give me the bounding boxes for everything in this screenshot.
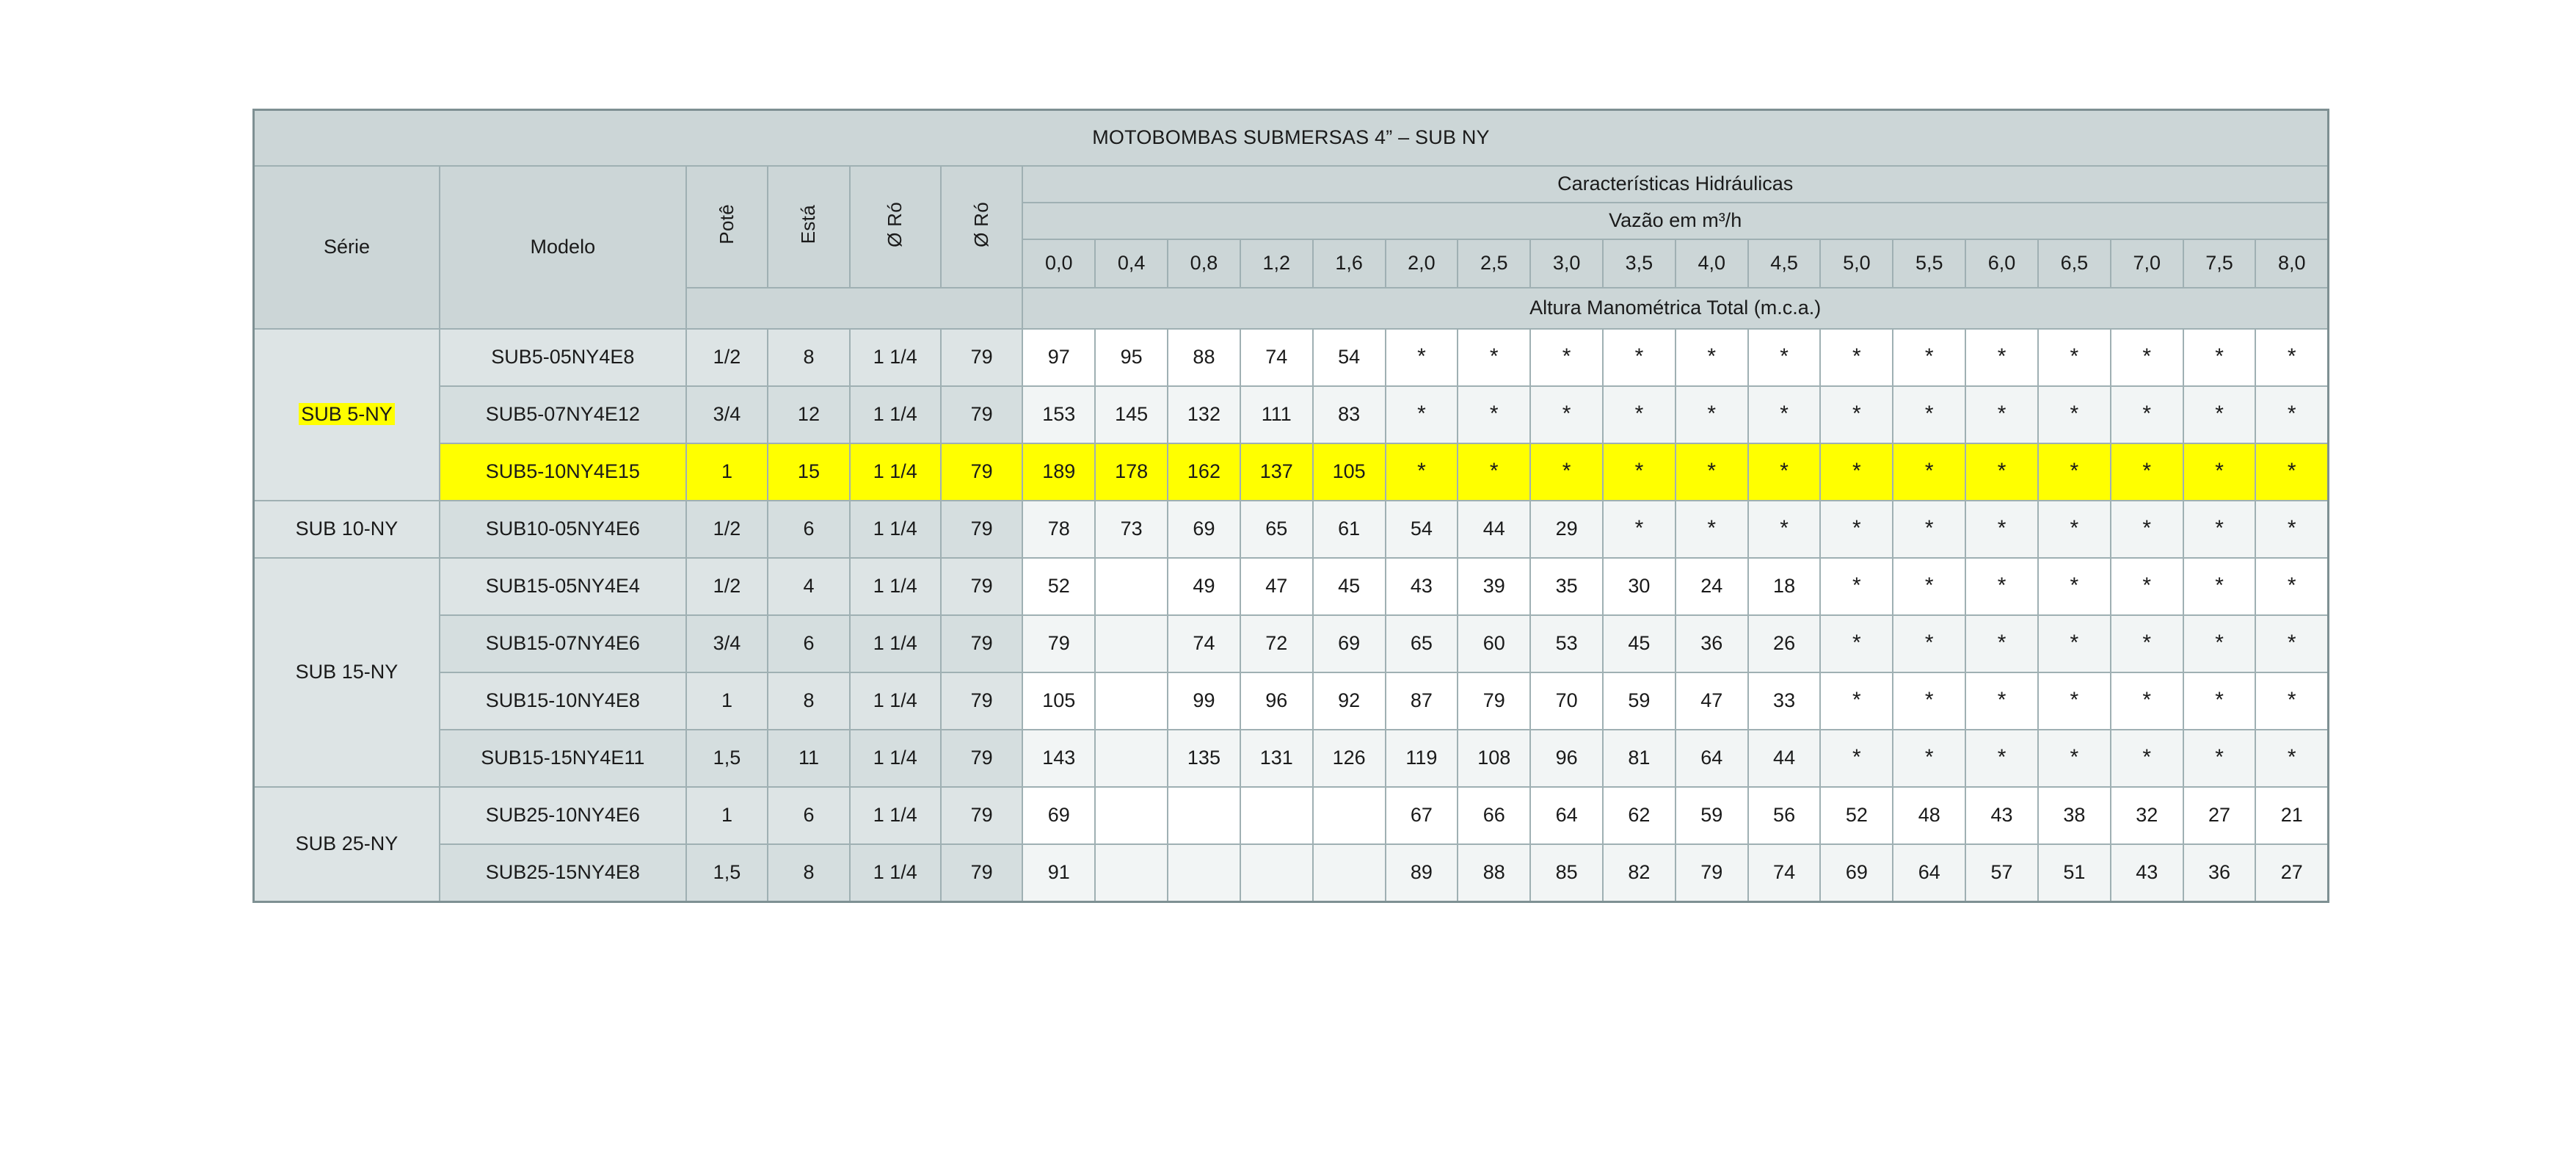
head-value-cell: *: [1965, 386, 2038, 443]
head-value-cell: *: [1965, 558, 2038, 615]
header-spec-spacer: [686, 288, 1023, 329]
potencia-cell: 3/4: [686, 386, 768, 443]
potencia-cell: 3/4: [686, 615, 768, 672]
head-value-cell: *: [1603, 443, 1676, 501]
header-rosca-saida-label: Ø Ró: [883, 201, 906, 247]
head-value-cell: *: [1386, 329, 1458, 386]
head-value-cell: *: [2255, 443, 2328, 501]
head-value-cell: 162: [1168, 443, 1240, 501]
head-value-cell: 126: [1313, 730, 1386, 787]
head-value-cell: *: [1676, 386, 1748, 443]
head-value-cell: *: [2038, 615, 2111, 672]
head-value-cell: 44: [1458, 501, 1530, 558]
head-value-cell: 143: [1022, 730, 1095, 787]
head-value-cell: 69: [1168, 501, 1240, 558]
head-value-cell: 18: [1748, 558, 1821, 615]
head-value-cell: 61: [1313, 501, 1386, 558]
head-value-cell: 51: [2038, 844, 2111, 902]
head-value-cell: *: [1965, 615, 2038, 672]
rosca-diametro-cell: 79: [941, 329, 1023, 386]
rosca-saida-cell: 1 1/4: [850, 386, 941, 443]
head-value-cell: 88: [1458, 844, 1530, 902]
header-potencia: [686, 166, 768, 288]
head-value-cell: [1240, 844, 1313, 902]
rosca-diametro-cell: 79: [941, 501, 1023, 558]
table-row: [254, 844, 2329, 902]
rosca-saida-cell: 1 1/4: [850, 787, 941, 844]
head-value-cell: *: [1820, 443, 1893, 501]
modelo-cell: SUB5-07NY4E12: [440, 386, 686, 443]
table-row: [254, 787, 2329, 844]
header-row-hydraulic: [254, 166, 2329, 203]
pump-specification-table: [252, 109, 2329, 903]
head-value-cell: *: [2111, 386, 2183, 443]
head-value-cell: *: [1820, 386, 1893, 443]
head-value-cell: *: [2255, 501, 2328, 558]
head-value-cell: *: [1676, 329, 1748, 386]
head-value-cell: *: [1386, 443, 1458, 501]
head-value-cell: 70: [1530, 672, 1603, 730]
head-value-cell: 67: [1386, 787, 1458, 844]
head-value-cell: 99: [1168, 672, 1240, 730]
table-row: [254, 329, 2329, 386]
head-value-cell: *: [1965, 501, 2038, 558]
potencia-cell: 1: [686, 443, 768, 501]
head-value-cell: [1313, 844, 1386, 902]
head-value-cell: *: [1893, 615, 1965, 672]
header-serie: Série: [254, 166, 440, 329]
head-value-cell: 59: [1676, 787, 1748, 844]
head-value-cell: *: [2111, 558, 2183, 615]
head-value-cell: 66: [1458, 787, 1530, 844]
potencia-cell: 1,5: [686, 844, 768, 902]
header-estagios: [768, 166, 850, 288]
head-value-cell: 45: [1603, 615, 1676, 672]
head-value-cell: 30: [1603, 558, 1676, 615]
head-value-cell: 105: [1313, 443, 1386, 501]
head-value-cell: *: [1458, 329, 1530, 386]
head-value-cell: 47: [1676, 672, 1748, 730]
head-value-cell: [1095, 615, 1168, 672]
head-value-cell: 105: [1022, 672, 1095, 730]
potencia-cell: 1/2: [686, 329, 768, 386]
head-value-cell: *: [2111, 501, 2183, 558]
head-value-cell: 82: [1603, 844, 1676, 902]
serie-cell: [254, 558, 440, 787]
potencia-cell: 1/2: [686, 501, 768, 558]
estagios-cell: 15: [768, 443, 850, 501]
rosca-saida-cell: 1 1/4: [850, 672, 941, 730]
head-value-cell: *: [2255, 672, 2328, 730]
head-value-cell: *: [1965, 672, 2038, 730]
header-rosca-diametro-label: Ø Ró: [969, 201, 992, 247]
head-value-cell: 79: [1022, 615, 1095, 672]
estagios-cell: 8: [768, 329, 850, 386]
modelo-cell: SUB25-10NY4E6: [440, 787, 686, 844]
head-value-cell: *: [1893, 443, 1965, 501]
head-value-cell: *: [1530, 443, 1603, 501]
flow-col-6: 2,5: [1458, 239, 1530, 288]
head-value-cell: *: [1893, 558, 1965, 615]
rosca-diametro-cell: 79: [941, 844, 1023, 902]
serie-label: SUB 5-NY: [299, 403, 395, 425]
head-value-cell: 96: [1530, 730, 1603, 787]
flow-col-0: 0,0: [1022, 239, 1095, 288]
head-value-cell: *: [2183, 501, 2256, 558]
head-value-cell: 53: [1530, 615, 1603, 672]
head-value-cell: 54: [1313, 329, 1386, 386]
head-value-cell: *: [2038, 672, 2111, 730]
head-value-cell: *: [1530, 329, 1603, 386]
head-value-cell: *: [2111, 615, 2183, 672]
estagios-cell: 6: [768, 501, 850, 558]
table-title: MOTOBOMBAS SUBMERSAS 4” – SUB NY: [254, 110, 2329, 167]
head-value-cell: *: [1965, 443, 2038, 501]
head-value-cell: [1313, 787, 1386, 844]
head-value-cell: 43: [2111, 844, 2183, 902]
potencia-cell: 1/2: [686, 558, 768, 615]
head-value-cell: *: [1530, 386, 1603, 443]
head-value-cell: *: [2038, 730, 2111, 787]
header-modelo: Modelo: [440, 166, 686, 329]
head-value-cell: *: [1820, 501, 1893, 558]
estagios-cell: 6: [768, 787, 850, 844]
head-value-cell: 36: [2183, 844, 2256, 902]
head-value-cell: *: [2111, 443, 2183, 501]
head-value-cell: 32: [2111, 787, 2183, 844]
head-value-cell: 153: [1022, 386, 1095, 443]
head-value-cell: *: [2183, 386, 2256, 443]
table-body: [254, 329, 2329, 902]
rosca-saida-cell: 1 1/4: [850, 329, 941, 386]
serie-cell: [254, 329, 440, 501]
head-value-cell: *: [1748, 329, 1821, 386]
table-title-row: [254, 110, 2329, 167]
head-value-cell: *: [1893, 386, 1965, 443]
table-row: [254, 672, 2329, 730]
flow-col-12: 5,5: [1893, 239, 1965, 288]
head-value-cell: 87: [1386, 672, 1458, 730]
rosca-saida-cell: 1 1/4: [850, 844, 941, 902]
head-value-cell: [1095, 730, 1168, 787]
modelo-cell: SUB5-05NY4E8: [440, 329, 686, 386]
potencia-cell: 1: [686, 787, 768, 844]
table-row: [254, 386, 2329, 443]
flow-col-13: 6,0: [1965, 239, 2038, 288]
flow-col-15: 7,0: [2111, 239, 2183, 288]
head-value-cell: *: [1676, 443, 1748, 501]
flow-col-2: 0,8: [1168, 239, 1240, 288]
head-value-cell: *: [1603, 329, 1676, 386]
head-value-cell: [1168, 844, 1240, 902]
estagios-cell: 8: [768, 672, 850, 730]
head-value-cell: *: [2111, 730, 2183, 787]
head-value-cell: *: [1893, 501, 1965, 558]
header-rosca-diametro: [941, 166, 1023, 288]
rosca-saida-cell: 1 1/4: [850, 558, 941, 615]
serie-cell: [254, 787, 440, 902]
head-value-cell: *: [2111, 329, 2183, 386]
head-value-cell: 83: [1313, 386, 1386, 443]
head-value-cell: 26: [1748, 615, 1821, 672]
head-value-cell: *: [2183, 558, 2256, 615]
head-value-cell: *: [1458, 386, 1530, 443]
head-value-cell: 89: [1386, 844, 1458, 902]
head-value-cell: [1095, 558, 1168, 615]
modelo-cell: SUB15-15NY4E11: [440, 730, 686, 787]
head-value-cell: [1168, 787, 1240, 844]
head-value-cell: 92: [1313, 672, 1386, 730]
head-value-cell: *: [1965, 329, 2038, 386]
rosca-saida-cell: 1 1/4: [850, 730, 941, 787]
estagios-cell: 11: [768, 730, 850, 787]
head-value-cell: 54: [1386, 501, 1458, 558]
rosca-diametro-cell: 79: [941, 672, 1023, 730]
head-value-cell: *: [2255, 329, 2328, 386]
estagios-cell: 6: [768, 615, 850, 672]
rosca-diametro-cell: 79: [941, 730, 1023, 787]
header-potencia-label: Potê: [715, 204, 738, 244]
table-row: [254, 615, 2329, 672]
head-value-cell: 91: [1022, 844, 1095, 902]
rosca-saida-cell: 1 1/4: [850, 615, 941, 672]
head-value-cell: *: [1893, 329, 1965, 386]
head-value-cell: [1095, 844, 1168, 902]
head-value-cell: 33: [1748, 672, 1821, 730]
serie-label: SUB 25-NY: [295, 832, 399, 855]
flow-col-1: 0,4: [1095, 239, 1168, 288]
estagios-cell: 4: [768, 558, 850, 615]
header-estagios-label: Está: [797, 204, 819, 244]
head-value-cell: 88: [1168, 329, 1240, 386]
head-value-cell: 79: [1458, 672, 1530, 730]
head-value-cell: *: [2038, 501, 2111, 558]
head-value-cell: 57: [1965, 844, 2038, 902]
head-value-cell: 119: [1386, 730, 1458, 787]
flow-col-7: 3,0: [1530, 239, 1603, 288]
head-value-cell: 43: [1965, 787, 2038, 844]
head-value-cell: 21: [2255, 787, 2328, 844]
modelo-cell: SUB10-05NY4E6: [440, 501, 686, 558]
table-row: [254, 443, 2329, 501]
serie-cell: [254, 501, 440, 558]
rosca-diametro-cell: 79: [941, 386, 1023, 443]
head-value-cell: 132: [1168, 386, 1240, 443]
head-value-cell: 64: [1676, 730, 1748, 787]
head-value-cell: 65: [1240, 501, 1313, 558]
head-value-cell: 59: [1603, 672, 1676, 730]
estagios-cell: 8: [768, 844, 850, 902]
potencia-cell: 1,5: [686, 730, 768, 787]
head-value-cell: *: [1603, 501, 1676, 558]
modelo-cell: SUB5-10NY4E15: [440, 443, 686, 501]
head-value-cell: 189: [1022, 443, 1095, 501]
head-value-cell: 49: [1168, 558, 1240, 615]
flow-col-4: 1,6: [1313, 239, 1386, 288]
head-value-cell: *: [1820, 730, 1893, 787]
head-value-cell: *: [2183, 329, 2256, 386]
table-row: [254, 558, 2329, 615]
head-value-cell: 27: [2255, 844, 2328, 902]
estagios-cell: 12: [768, 386, 850, 443]
rosca-saida-cell: 1 1/4: [850, 501, 941, 558]
head-value-cell: *: [1893, 730, 1965, 787]
head-value-cell: 135: [1168, 730, 1240, 787]
flow-col-14: 6,5: [2038, 239, 2111, 288]
head-value-cell: *: [1820, 329, 1893, 386]
head-value-cell: 44: [1748, 730, 1821, 787]
head-value-cell: 39: [1458, 558, 1530, 615]
pump-specification-table-wrapper: [252, 109, 2329, 903]
head-value-cell: *: [2038, 386, 2111, 443]
rosca-diametro-cell: 79: [941, 443, 1023, 501]
head-value-cell: 79: [1676, 844, 1748, 902]
head-value-cell: 64: [1893, 844, 1965, 902]
potencia-cell: 1: [686, 672, 768, 730]
head-value-cell: 60: [1458, 615, 1530, 672]
table-header: [254, 110, 2329, 330]
head-value-cell: *: [2183, 730, 2256, 787]
head-value-cell: 97: [1022, 329, 1095, 386]
modelo-cell: SUB15-10NY4E8: [440, 672, 686, 730]
head-value-cell: 38: [2038, 787, 2111, 844]
head-value-cell: 56: [1748, 787, 1821, 844]
serie-label: SUB 15-NY: [295, 661, 399, 683]
flow-col-9: 4,0: [1676, 239, 1748, 288]
head-value-cell: *: [1893, 672, 1965, 730]
head-value-cell: *: [2038, 443, 2111, 501]
head-value-cell: 62: [1603, 787, 1676, 844]
head-value-cell: 29: [1530, 501, 1603, 558]
modelo-cell: SUB15-07NY4E6: [440, 615, 686, 672]
head-value-cell: *: [2255, 558, 2328, 615]
head-value-cell: 131: [1240, 730, 1313, 787]
rosca-saida-cell: 1 1/4: [850, 443, 941, 501]
head-value-cell: *: [1748, 443, 1821, 501]
head-value-cell: *: [2038, 329, 2111, 386]
serie-label: SUB 10-NY: [295, 518, 399, 540]
head-value-cell: 36: [1676, 615, 1748, 672]
flow-col-17: 8,0: [2255, 239, 2328, 288]
head-value-cell: *: [1748, 386, 1821, 443]
head-value-cell: 72: [1240, 615, 1313, 672]
head-value-cell: 64: [1530, 787, 1603, 844]
rosca-diametro-cell: 79: [941, 787, 1023, 844]
head-value-cell: *: [1820, 558, 1893, 615]
head-value-cell: *: [2183, 443, 2256, 501]
head-value-cell: [1095, 672, 1168, 730]
head-value-cell: 95: [1095, 329, 1168, 386]
head-value-cell: *: [2255, 615, 2328, 672]
head-value-cell: 52: [1022, 558, 1095, 615]
table-row: [254, 730, 2329, 787]
head-value-cell: *: [2255, 730, 2328, 787]
head-value-cell: 178: [1095, 443, 1168, 501]
head-value-cell: *: [1603, 386, 1676, 443]
head-value-cell: *: [2183, 615, 2256, 672]
head-value-cell: 78: [1022, 501, 1095, 558]
flow-col-11: 5,0: [1820, 239, 1893, 288]
head-value-cell: *: [2183, 672, 2256, 730]
head-value-cell: 81: [1603, 730, 1676, 787]
head-value-cell: 85: [1530, 844, 1603, 902]
head-value-cell: 27: [2183, 787, 2256, 844]
head-value-cell: 74: [1168, 615, 1240, 672]
rosca-diametro-cell: 79: [941, 558, 1023, 615]
head-value-cell: 145: [1095, 386, 1168, 443]
head-value-cell: *: [1676, 501, 1748, 558]
head-value-cell: 69: [1022, 787, 1095, 844]
head-value-cell: *: [1748, 501, 1821, 558]
head-value-cell: 74: [1240, 329, 1313, 386]
head-value-cell: 65: [1386, 615, 1458, 672]
header-total-head: Altura Manométrica Total (m.c.a.): [1022, 288, 2328, 329]
head-value-cell: 45: [1313, 558, 1386, 615]
head-value-cell: 48: [1893, 787, 1965, 844]
head-value-cell: 96: [1240, 672, 1313, 730]
head-value-cell: *: [1820, 672, 1893, 730]
header-hydraulic-characteristics: Características Hidráulicas: [1022, 166, 2328, 203]
head-value-cell: 108: [1458, 730, 1530, 787]
rosca-diametro-cell: 79: [941, 615, 1023, 672]
head-value-cell: *: [2111, 672, 2183, 730]
head-value-cell: 47: [1240, 558, 1313, 615]
flow-col-5: 2,0: [1386, 239, 1458, 288]
head-value-cell: *: [2255, 386, 2328, 443]
head-value-cell: 24: [1676, 558, 1748, 615]
head-value-cell: *: [1965, 730, 2038, 787]
flow-col-3: 1,2: [1240, 239, 1313, 288]
head-value-cell: 43: [1386, 558, 1458, 615]
head-value-cell: 111: [1240, 386, 1313, 443]
head-value-cell: 52: [1820, 787, 1893, 844]
head-value-cell: [1240, 787, 1313, 844]
modelo-cell: SUB15-05NY4E4: [440, 558, 686, 615]
head-value-cell: 74: [1748, 844, 1821, 902]
head-value-cell: 69: [1313, 615, 1386, 672]
head-value-cell: *: [2038, 558, 2111, 615]
head-value-cell: *: [1386, 386, 1458, 443]
head-value-cell: [1095, 787, 1168, 844]
head-value-cell: 35: [1530, 558, 1603, 615]
flow-col-8: 3,5: [1603, 239, 1676, 288]
flow-col-10: 4,5: [1748, 239, 1821, 288]
header-flow-label: Vazão em m³/h: [1022, 203, 2328, 239]
modelo-cell: SUB25-15NY4E8: [440, 844, 686, 902]
flow-col-16: 7,5: [2183, 239, 2256, 288]
head-value-cell: *: [1820, 615, 1893, 672]
head-value-cell: 137: [1240, 443, 1313, 501]
head-value-cell: 73: [1095, 501, 1168, 558]
head-value-cell: 69: [1820, 844, 1893, 902]
head-value-cell: *: [1458, 443, 1530, 501]
table-row: [254, 501, 2329, 558]
header-rosca-saida: [850, 166, 941, 288]
